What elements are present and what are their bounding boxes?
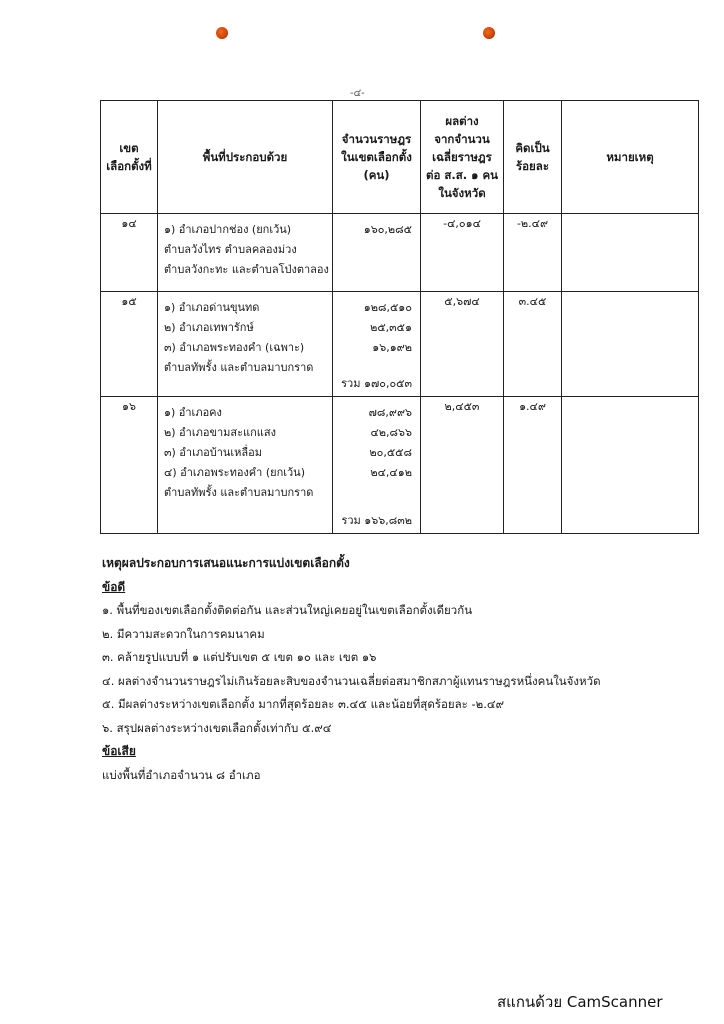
pros-item: ๔. ผลต่างจำนวนราษฎรไม่เกินร้อยละสิบของจำนวนเฉลี่ยต่อสมาชิกสภาผู้แทนราษฎรหนึ่งคนในจังหวัด [102, 673, 601, 688]
notes-section [102, 552, 601, 787]
difference-value: ๒,๔๕๓ [421, 397, 504, 534]
zone-number: ๑๕ [101, 292, 158, 397]
areas-cell [158, 292, 333, 397]
remark-cell [562, 397, 699, 534]
header-population: จำนวนราษฎร ในเขตเลือกตั้ง (คน) [333, 101, 421, 214]
header-percent: คิดเป็น ร้อยละ [504, 101, 562, 214]
header-areas: พื้นที่ประกอบด้วย [158, 101, 333, 214]
areas-cell [158, 397, 333, 534]
population-cell [333, 397, 421, 534]
population-value: ๒๐,๕๕๘ [369, 446, 412, 459]
area-line: ๒) อำเภอเทพารักษ์ [164, 321, 254, 334]
population-value: ๒๔,๔๑๒ [370, 466, 412, 479]
remark-cell [562, 292, 699, 397]
area-line: ตำบลวังกะทะ และตำบลโป่งตาลอง [164, 263, 329, 276]
population-cell [333, 214, 421, 292]
table-row [101, 292, 699, 397]
population-total: รวม ๑๗๐,๐๕๓ [341, 377, 412, 390]
area-line: ๑) อำเภอด่านขุนทด [164, 301, 260, 314]
difference-value: ๕,๖๗๔ [421, 292, 504, 397]
table-row [101, 397, 699, 534]
scanner-watermark: สแกนด้วย CamScanner [497, 993, 663, 1011]
areas-cell [158, 214, 333, 292]
population-value: ๔๒,๘๖๖ [370, 426, 412, 439]
districts-table [100, 100, 699, 534]
area-line: ๓) อำเภอบ้านเหลื่อม [164, 446, 262, 459]
area-line: ๑) อำเภอคง [164, 406, 222, 419]
cons-label: ข้อเสีย [102, 744, 136, 758]
pros-item: ๓. คล้ายรูปแบบที่ ๑ แต่ปรับเขต ๕ เขต ๑๐ และ เขต ๑๖ [102, 650, 377, 664]
percent-value: -๒.๔๙ [504, 214, 562, 292]
population-value: ๗๘,๙๙๖ [368, 406, 412, 419]
header-remark: หมายเหตุ [562, 101, 699, 214]
percent-value: ๓.๔๕ [504, 292, 562, 397]
population-value: ๑๒๘,๕๑๐ [363, 301, 412, 314]
area-line: ๓) อำเภอพระทองคำ (เฉพาะ) [164, 341, 305, 354]
remark-cell [562, 214, 699, 292]
header-difference: ผลต่าง จากจำนวน เฉลี่ยราษฎร ต่อ ส.ส. ๑ คน ในจังหวัด [421, 101, 504, 214]
punch-hole-left [216, 27, 228, 39]
difference-value: -๔,๐๑๔ [421, 214, 504, 292]
percent-value: ๑.๔๙ [504, 397, 562, 534]
pros-item: ๒. มีความสะดวกในการคมนาคม [102, 626, 265, 641]
population-value: ๒๕,๓๕๑ [370, 321, 412, 334]
notes-heading: เหตุผลประกอบการเสนอแนะการแบ่งเขตเลือกตั้ง [102, 556, 350, 570]
header-row [101, 101, 699, 214]
pros-item: ๖. สรุปผลต่างระหว่างเขตเลือกตั้งเท่ากับ ๕.๙๔ [102, 720, 332, 735]
population-total: รวม ๑๖๖,๘๓๒ [341, 514, 412, 527]
zone-number: ๑๔ [101, 214, 158, 292]
header-zone: เขต เลือกตั้งที่ [101, 101, 158, 214]
area-line: ตำบลทัพรั้ง และตำบลมาบกราด [164, 486, 314, 499]
area-line: ตำบลทัพรั้ง และตำบลมาบกราด [164, 361, 314, 374]
area-line: ตำบลวังไทร ตำบลคลองม่วง [164, 243, 297, 256]
page-number: -๔- [350, 88, 365, 99]
punch-hole-right [483, 27, 495, 39]
pros-item: ๑. พื้นที่ของเขตเลือกตั้งติดต่อกัน และส่วนใหญ่เคยอยู่ในเขตเลือกตั้งเดียวกัน [102, 603, 473, 617]
population-cell [333, 292, 421, 397]
population-value: ๑๖๐,๒๘๕ [363, 223, 412, 236]
population-value: ๑๖,๑๙๒ [372, 341, 412, 354]
table-row [101, 214, 699, 292]
area-line: ๑) อำเภอปากช่อง (ยกเว้น) [164, 223, 292, 236]
area-line: ๔) อำเภอพระทองคำ (ยกเว้น) [164, 466, 305, 479]
cons-item: แบ่งพื้นที่อำเภอจำนวน ๘ อำเภอ [102, 767, 261, 782]
zone-number: ๑๖ [101, 397, 158, 534]
pros-label: ข้อดี [102, 579, 126, 594]
pros-item: ๕. มีผลต่างระหว่างเขตเลือกตั้ง มากที่สุดร้อยละ ๓.๔๕ และน้อยที่สุดร้อยละ -๒.๔๙ [102, 697, 505, 711]
area-line: ๒) อำเภอขามสะแกแสง [164, 426, 276, 439]
